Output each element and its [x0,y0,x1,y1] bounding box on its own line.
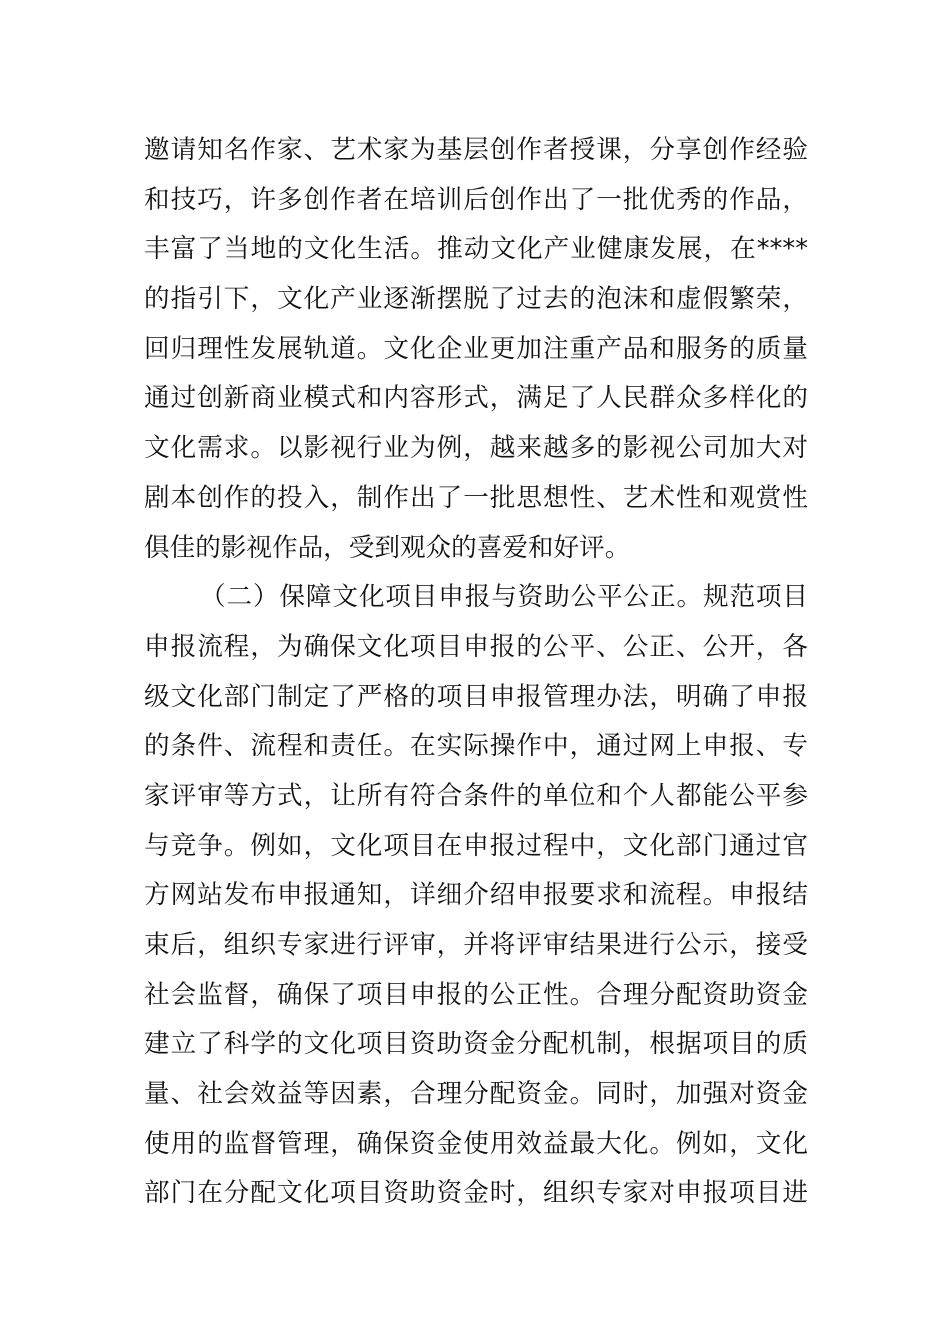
text-line: 文化需求。以影视行业为例，越来越多的影视公司加大对 [144,433,808,464]
text-line: 束后，组织专家进行评审，并将评审结果进行公示，接受 [144,930,808,960]
text-line: 和技巧，许多创作者在培训后创作出了一批优秀的作品， [144,184,808,215]
text-line: 剧本创作的投入，制作出了一批思想性、艺术性和观赏性 [144,482,808,513]
text-line: 量、社会效益等因素，合理分配资金。同时，加强对资金 [144,1079,808,1110]
text-line: 方网站发布申报通知，详细介绍申报要求和流程。申报结 [144,880,808,911]
text-line: 邀请知名作家、艺术家为基层创作者授课，分享创作经验 [144,135,808,165]
text-line: 的条件、流程和责任。在实际操作中，通过网上申报、专 [144,731,808,762]
text-line: 社会监督，确保了项目申报的公正性。合理分配资助资金 [144,979,808,1010]
paragraph-end-line: 俱佳的影视作品，受到观众的喜爱和好评。 [144,532,631,563]
text-line: 建立了科学的文化项目资助资金分配机制，根据项目的质 [144,1029,808,1060]
text-line: 与竞争。例如，文化项目在申报过程中，文化部门通过官 [144,830,808,861]
text-line: 回归理性发展轨道。文化企业更加注重产品和服务的质量 [144,333,808,364]
section-heading-line: （二）保障文化项目申报与资助公平公正。规范项目 [200,582,808,613]
text-line: 申报流程，为确保文化项目申报的公平、公正、公开，各 [144,631,808,662]
text-line: 家评审等方式，让所有符合条件的单位和个人都能公平参 [144,780,808,811]
text-line: 丰富了当地的文化生活。推动文化产业健康发展，在**** [144,234,808,265]
text-line: 通过创新商业模式和内容形式，满足了人民群众多样化的 [144,383,808,414]
text-line: 的指引下，文化产业逐渐摆脱了过去的泡沫和虚假繁荣， [144,284,808,315]
text-line: 部门在分配文化项目资助资金时，组织专家对申报项目进 [144,1178,808,1209]
text-line: 级文化部门制定了严格的项目申报管理办法，明确了申报 [144,681,808,712]
text-line: 使用的监督管理，确保资金使用效益最大化。例如，文化 [144,1128,808,1159]
body-text [144,126,808,1219]
